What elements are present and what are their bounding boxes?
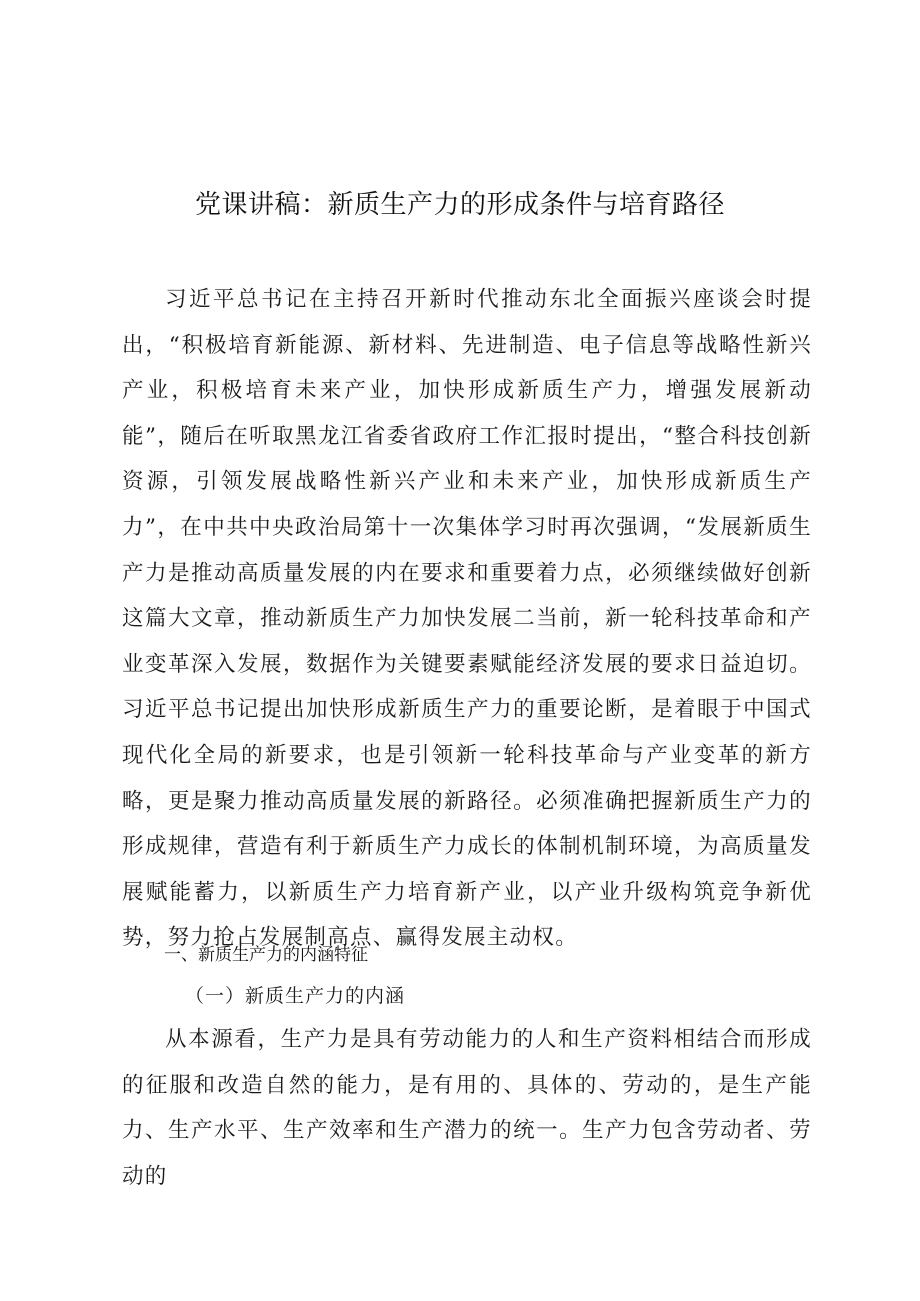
document-title: 党课讲稿：新质生产力的形成条件与培育路径 xyxy=(194,190,725,220)
subsection-heading: （一）新质生产力的内涵 xyxy=(185,985,406,1007)
paragraph-text: 习近平总书记在主持召开新时代推动东北全面振兴座谈会时提出，“积极培育新能源、新材料、先进制造、电子信息等战略性新兴产业，积极培育未来产业，加快形成新质生产力，增强发展新动能”，随后在听取黑龙江省委省政府工作汇报时提出，“整合科技创新资源，引领发展战略性新兴产业和未来产业，加快形成新质生产力”，在中共中央政治局第十一次集体学习时再次强调，“发展新质生产力是推动高质量发展的内在要求和重要着力点，必须继续做好创新这篇大文章，推动新质生产力加快发展二当前，新一轮科技革命和产业变革深入发展，数据作为关键要素赋能经济发展的要求日益迫切。习近平总书记提出加快形成新质生产力的重要论断，是着眼于中国式现代化全局的新要求，也是引领新一轮科技革命与产业变革的新方略，更是聚力推动高质量发展的新路径。必须准确把握新质生产力的形成规律，营造有利于新质生产力成长的体制机制环境，为高质量发展赋能蓄力，以新质生产力培育新产业，以产业升级构筑竞争新优势，努力抢占发展制高点、赢得发展主动权。 xyxy=(122,287,812,951)
intro-paragraph xyxy=(122,277,812,961)
section-heading: 一、新质生产力的内涵特征 xyxy=(164,945,368,965)
paragraph-text: 从本源看，生产力是具有劳动能力的人和生产资料相结合而形成的征服和改造自然的能力，是有用的、具体的、劳动的，是生产能力、生产水平、生产效率和生产潜力的统一。生产力包含劳动者、劳动的 xyxy=(122,1027,812,1189)
body-paragraph xyxy=(122,1017,812,1199)
